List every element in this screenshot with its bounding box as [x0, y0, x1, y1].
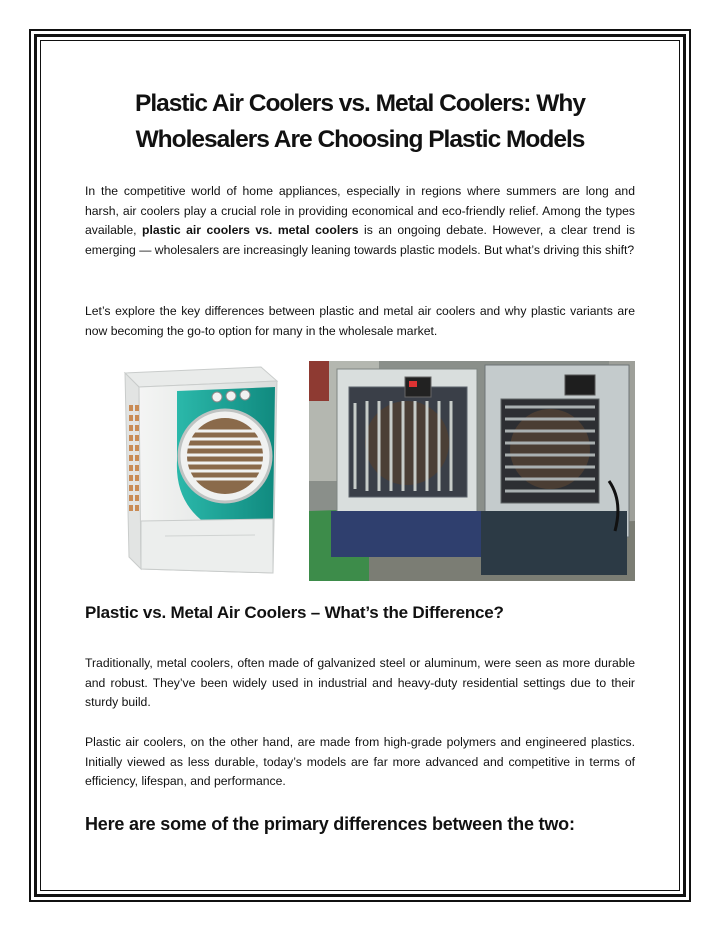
- section-heading-primary-differences: Here are some of the primary differences between the two:: [85, 814, 575, 834]
- intro-text-start: In the competitive world of home appliances, especially in regions where summers are long and harsh, air coolers play a crucial role in providing economical and eco-friendly relief. Among the types available,: [85, 184, 635, 238]
- plastic-coolers-paragraph: Plastic air coolers, on the other hand, are made from high-grade polymers and engineered plastics. Initially viewed as less durable, today’s models are far more advanced and competitive in terms of efficiency, lifespan, and performance.: [85, 735, 635, 789]
- section-heading-difference: Plastic vs. Metal Air Coolers – What’s the Difference?: [85, 603, 504, 622]
- article-content: [85, 86, 635, 834]
- explore-paragraph: Let’s explore the key differences between plastic and metal air coolers and why plastic variants are now becoming the go-to option for many in the wholesale market.: [85, 304, 635, 338]
- cooler-images: [85, 361, 635, 581]
- metal-air-coolers-image: [309, 361, 635, 581]
- article-title: Plastic Air Coolers vs. Metal Coolers: Why Wholesalers Are Choosing Plastic Models: [135, 90, 585, 153]
- intro-paragraph: [85, 182, 635, 260]
- intro-text-end: is an ongoing debate. However, a clear trend is emerging — wholesalers are increasingly leaning towards plastic models. But what’s driving this shift?: [85, 223, 635, 257]
- metal-coolers-paragraph: Traditionally, metal coolers, often made of galvanized steel or aluminum, were seen as more durable and robust. They’ve been widely used in industrial and heavy-duty residential settings due to their sturdy build.: [85, 656, 635, 710]
- intro-text-bold: plastic air coolers vs. metal coolers: [142, 223, 359, 238]
- plastic-air-cooler-image: [85, 361, 303, 581]
